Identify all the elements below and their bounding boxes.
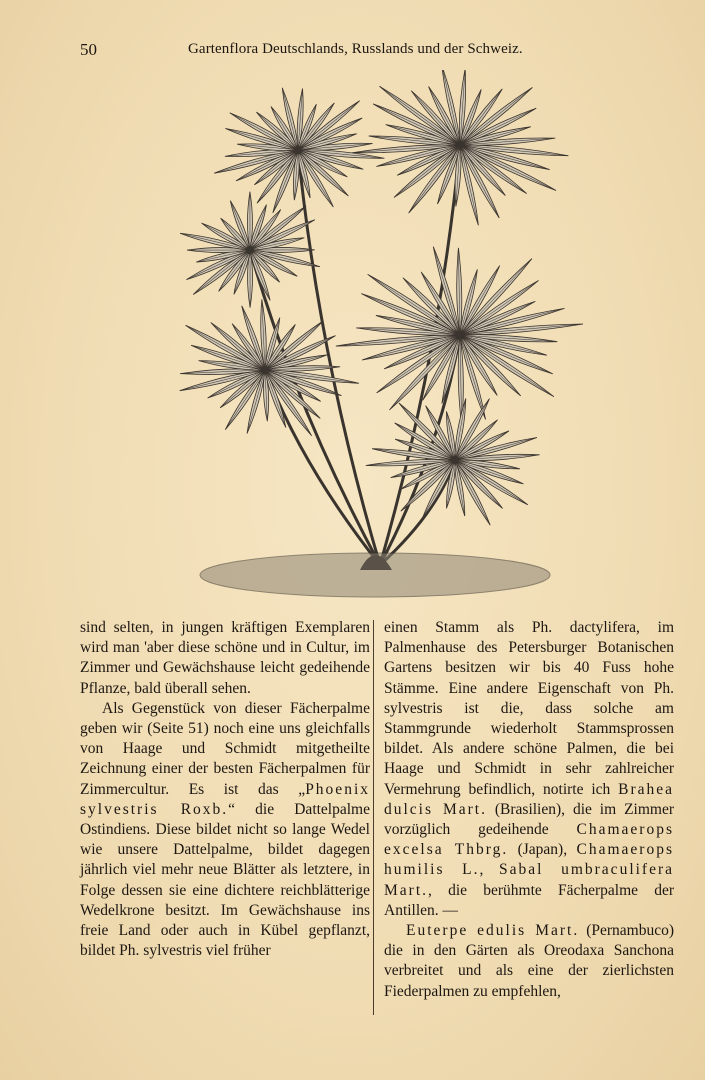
right-paragraph-1: einen Stamm als Ph. dactylifera, im Palmenhause des Petersburger Botanischen Gartens besitzen wir bis 40 Fuss hohe Stämme. Eine andere Eigenschaft von Ph. sylvestris ist die, dass solche am Stammgrunde wiederholt Stammsprossen bildet. Als andere schöne Palmen, die bei Haage und Schmidt in sehr zahlreicher Vermehrung befindlich, notirte ich Brahea dulcis Mart. (Brasilien), die im Zimmer vorzüglich gedeihende Chamaerops excelsa Thbrg. (Japan), Chamaerops humilis L., Sabal umbraculifera Mart., die berühmte Fächerpalme der Antillen. — (384, 619, 675, 919)
species-name: Chamaerops humilis L. (384, 841, 674, 879)
fan-palm-illustration (130, 70, 620, 605)
column-divider (373, 620, 374, 1015)
running-title: Gartenflora Deutschlands, Russlands und der Schweiz. (188, 41, 523, 57)
species-name: Chamaerops excelsa Thbrg. (384, 821, 674, 859)
palm-frond (169, 177, 333, 321)
palm-frond (336, 247, 583, 426)
right-column (384, 618, 674, 1002)
species-name: Euterpe edulis Mart. (406, 922, 580, 940)
palm-frond (362, 388, 544, 528)
palm-frond (207, 80, 388, 218)
frond-center (456, 331, 464, 339)
page-number: 50 (80, 40, 97, 59)
species-name: Brahea dulcis Mart. (384, 780, 674, 818)
species-name: Phoenix sylvestris Roxb. (80, 780, 370, 818)
ground-patch (200, 553, 550, 597)
palm-frond (345, 70, 579, 236)
left-paragraph-1: sind selten, in jungen kräftigen Exemplaren wird man 'aber diese schöne und in Cultur, im Zimmer und Gewächshause leicht gedeihende Pflanze, bald überall sehen. (80, 619, 370, 697)
palm-fans (169, 70, 583, 529)
species-name: Sabal umbraculifera Mart. (384, 861, 675, 899)
page-header (80, 40, 665, 64)
right-paragraph-2: Euterpe edulis Mart. (Pernambuco) die in den Gärten als Oreodaxa Sanchona verbreitet und als eine der zierlichsten Fiederpalmen zu empfehlen, (384, 922, 674, 1000)
left-paragraph-2: Als Gegenstück von dieser Fächerpalme geben wir (Seite 51) noch eine uns gleichfalls von Haage und Schmidt mitgetheilte Zeichnung einer der besten Fächerpalmen für Zimmercultur. Es ist das „Phoenix sylvestris Roxb.“ die Dattelpalme Ostindiens. Diese bildet nicht so lange Wedel wie unsere Dattelpalme, bildet dagegen jährlich viel mehr neue Blätter als letztere, in Folge dessen sie eine dichtere reichblätterige Wedelkrone besitzt. Im Gewächshause ins freie Land oder auch in Kübel gepflanzt, bildet Ph. sylvestris viel früher (80, 699, 370, 960)
left-column (80, 618, 370, 961)
